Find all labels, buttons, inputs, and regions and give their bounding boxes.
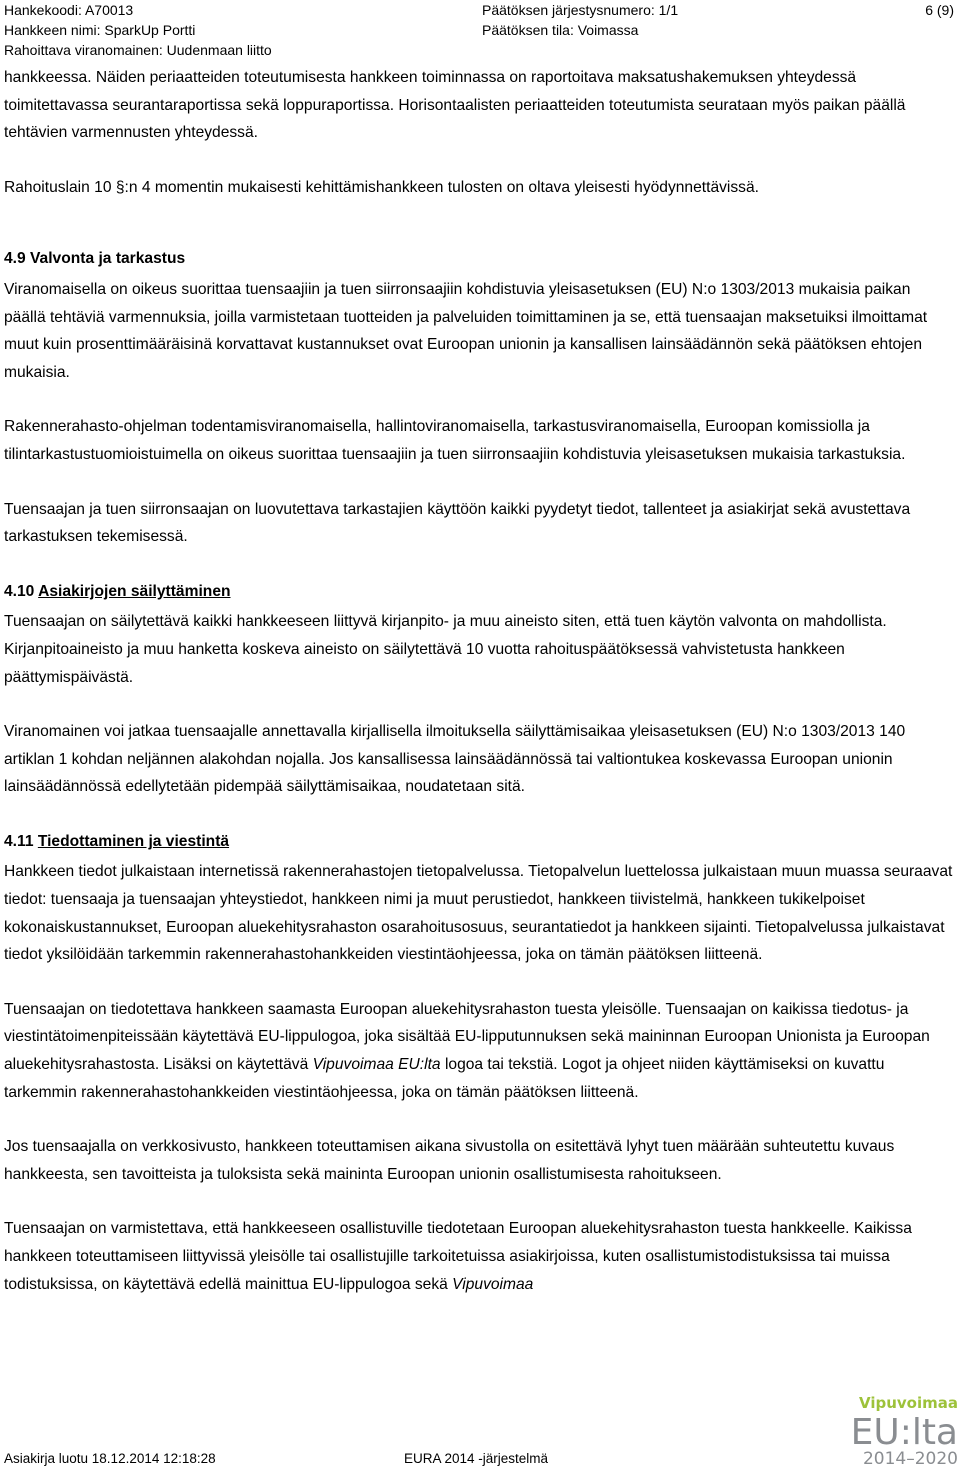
header-left: [4, 0, 272, 60]
paragraph-tiedottaminen-4: Tuensaajan on varmistettava, että hankkeeseen osallistuville tiedotetaan Euroopan aluekehitysrahaston tuesta hankkeelle. Kaikissa hankkeen toteuttamiseen liittyvissä yleisölle tai osallistujille tarkoitetuissa asiakirjoissa, kuten osallistumistodistuksissa tai muissa todistuksissa, on käytettävä edellä mainittua EU-lippulogoa sekä Vipuvoimaa: [4, 1220, 912, 1293]
document-created: Asiakirja luotu 18.12.2014 12:18:28: [4, 1451, 216, 1466]
paragraph-tiedottaminen-1: Hankkeen tiedot julkaistaan internetissä rakennerahastojen tietopalvelussa. Tietopalvelun luettelossa julkaistaan muun muassa seuraavat tiedot: tuensaaja ja tuensaajan yhteystiedot, hankkeen nimi ja muut perustiedot, hankkeen tiivistelmä, hankkeen tukikelpoiset kokonaiskustannukset, Euroopan aluekehitysrahaston osarahoitusosuus, seurantatiedot ja hankkeen sijainti. Tietopalvelussa julkaistavat tiedot yksilöidään tarkemmin rakennerahastohankkeiden viestintäohjeessa, joka on tämän päätöksen liitteenä.: [4, 863, 953, 964]
funding-authority: Rahoittava viranomainen: Uudenmaan liitto: [4, 42, 272, 58]
emphasis-vipuvoimaa: Vipuvoimaa EU:lta: [312, 1056, 441, 1074]
logo-text-vipuvoimaa: Vipuvoimaa: [858, 1394, 958, 1412]
paragraph-tiedottaminen-3: Jos tuensaajalla on verkkosivusto, hankkeen toteuttamisen aikana sivustolla on esitettävä lyhyt tuen määrään suhteutettu kuvaus hankkeesta, sen tavoitteista ja tuloksista sekä maininta Euroopan unionin osallistumisesta rahoitukseen.: [4, 1138, 895, 1183]
emphasis-vipuvoimaa: Vipuvoimaa: [452, 1275, 534, 1293]
decision-number: Päätöksen järjestysnumero: 1/1: [482, 2, 679, 18]
paragraph-valvonta-3: Tuensaajan ja tuen siirronsaajan on luovutettava tarkastajien käyttöön kaikki pyydetyt tiedot, tallenteet ja asiakirjat sekä avustettava tarkastuksen tekemisessä.: [4, 500, 911, 546]
paragraph-tiedottaminen-2: Tuensaajan on tiedotettava hankkeen saamasta Euroopan aluekehitysrahaston tuesta yleisölle. Tuensaajan on kaikissa tiedotus- ja viestintätoimenpiteissään käytettävä EU-lippulogoa, joka sisältää EU-lipputunnuksen sekä maininnan Euroopan Unionista ja Euroopan aluekehitysrahastosta. Lisäksi on käytettävä Vipuvoimaa EU:lta logoa tai tekstiä. Logot ja ohjeet niiden käyttämiseksi on kuvattu tarkemmin rakennerahastohankkeiden viestintäohjeessa, joka on tämän päätöksen liitteenä.: [4, 1000, 930, 1101]
section-number: 4.11: [4, 832, 34, 850]
document-body: [4, 64, 956, 1298]
page-header: [0, 0, 960, 64]
section-heading-asiakirjat: [4, 578, 956, 606]
paragraph-valvonta-2: Rakennerahasto-ohjelman todentamisviranomaisella, hallintoviranomaisella, tarkastusviranomaisella, Euroopan komissiolla ja tilintarkastustuomioistuimella on oikeus suorittaa tuensaajiin ja tuen siirronsaajiin kohdistuvia yleisasetuksen mukaisia tarkastuksia.: [4, 418, 906, 463]
paragraph-intro: hankkeessa. Näiden periaatteiden toteutumisesta hankkeen toiminnassa on raportoitava maksatushakemuksen yhteydessä toimitettavassa seurantaraportissa sekä loppuraportissa. Horisontaalisten periaatteiden toteutumista seurataan myös paikan päällä tehtävien varmennusten yhteydessä.: [4, 69, 906, 142]
system-name: EURA 2014 -järjestelmä: [404, 1451, 549, 1466]
paragraph-asiakirjat-2: Viranomainen voi jatkaa tuensaajalle annettavalla kirjallisella ilmoituksella säilyttämisaikaa yleisasetuksen (EU) N:o 1303/2013 140 artiklan 1 kohdan neljännen alakohdan nojalla. Jos kansallisessa lainsäädännössä tai valtiontukea koskevassa Euroopan unionin lainsäädännössä edellytetään pidempää säilyttämisaikaa, noudatetaan sitä.: [4, 723, 906, 796]
section-heading-valvonta: 4.9 Valvonta ja tarkastus: [4, 250, 186, 268]
header-middle: [482, 0, 678, 40]
paragraph-valvonta-1: Viranomaisella on oikeus suorittaa tuensaajiin ja tuen siirronsaajiin kohdistuvia yleisasetuksen (EU) N:o 1303/2013 mukaisia paikan päällä tehtäviä varmennuksia, joilla varmistetaan tuotteiden ja palveluiden toimittaminen ja se, että tuensaajan maksetuiksi ilmoittamat muut kuin prosenttimääräisinä korvattavat kustannukset ovat Euroopan unionin ja kansallisen lainsäädännön sekä päätöksen ehtojen mukaisia.: [4, 280, 928, 381]
project-code: Hankekoodi: A70013: [4, 2, 134, 18]
decision-status: Päätöksen tila: Voimassa: [482, 22, 639, 38]
logo-text-eulta: EU:lta: [850, 1412, 958, 1453]
section-title: Tiedottaminen ja viestintä: [37, 832, 230, 850]
section-number: 4.10: [4, 582, 35, 600]
section-title: Asiakirjojen säilyttäminen: [38, 582, 231, 600]
project-name: Hankkeen nimi: SparkUp Portti: [4, 22, 196, 38]
section-heading-tiedottaminen: [4, 828, 956, 856]
page-footer: [4, 1450, 956, 1468]
logo-text-years: 2014–2020: [862, 1449, 958, 1466]
paragraph-rahoituslaki: Rahoituslain 10 §:n 4 momentin mukaisesti kehittämishankkeen tulosten on oltava yleisesti hyödynnettävissä.: [4, 178, 759, 196]
page-number: 6 (9): [925, 2, 954, 18]
paragraph-asiakirjat-1: Tuensaajan on säilytettävä kaikki hankkeeseen liittyvä kirjanpito- ja muu aineisto siten, että tuen käytön valvonta on mahdollista. Kirjanpitoaineisto ja muu hanketta koskeva aineisto on säilytettävä 10 vuotta rahoituspäätöksessä vahvistetusta hankkeen päättymispäivästä.: [4, 613, 887, 686]
